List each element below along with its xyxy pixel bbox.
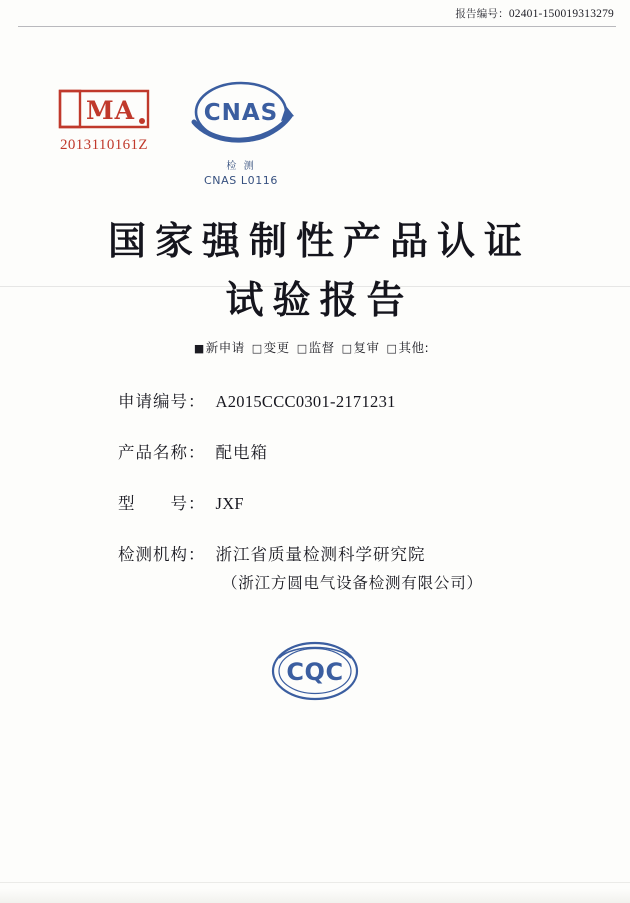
- title-line-2: 试验报告: [225, 276, 414, 322]
- option-label: 其他:: [398, 340, 430, 355]
- field-value: 配电箱: [215, 443, 268, 462]
- option-label: 复审: [353, 340, 380, 355]
- field-value: 浙江省质量检测科学研究院: [215, 545, 426, 564]
- option-label: 新申请: [205, 340, 245, 355]
- checkbox-change[interactable]: □: [251, 342, 263, 355]
- field-model: [118, 490, 570, 514]
- option-supervision[interactable]: [297, 338, 335, 356]
- application-type-options: [0, 338, 630, 356]
- title-line-1: 国家强制性产品认证: [107, 218, 531, 263]
- page-bottom-shadow: [0, 889, 630, 903]
- field-label: 检测机构：: [118, 545, 206, 564]
- cnas-subtitle: 检 测: [226, 161, 256, 172]
- checkbox-supervision[interactable]: □: [296, 342, 308, 355]
- field-value: JXF: [215, 494, 244, 513]
- option-change[interactable]: [252, 338, 290, 356]
- field-label: 申请编号：: [118, 392, 206, 411]
- svg-text:CNAS: CNAS: [203, 100, 279, 126]
- field-label: 型 号：: [118, 494, 206, 513]
- field-value: A2015CCC0301-2171231: [215, 392, 396, 411]
- report-number-label: 报告编号：: [455, 8, 509, 20]
- checkbox-other[interactable]: □: [386, 342, 398, 355]
- checkbox-review[interactable]: □: [341, 342, 353, 355]
- document-title: [0, 212, 630, 330]
- cqc-seal-block: [0, 636, 630, 711]
- option-label: 变更: [263, 340, 290, 355]
- cnas-registration-id: CNAS L0116: [203, 174, 279, 187]
- option-other[interactable]: [387, 338, 430, 356]
- cma-mark-icon: [56, 88, 152, 128]
- field-list: [118, 388, 570, 617]
- cnas-mark-block: [176, 76, 306, 187]
- report-number: [455, 6, 614, 21]
- cqc-seal-icon: [267, 658, 363, 710]
- field-value-secondary: （浙江方圆电气设备检测有限公司）: [222, 574, 483, 592]
- header-divider: [18, 26, 616, 27]
- cma-code: 2013110161Z: [59, 137, 148, 153]
- svg-text:CQC: CQC: [286, 658, 344, 686]
- field-product-name: [118, 439, 570, 463]
- option-review[interactable]: [342, 338, 380, 356]
- option-new-application[interactable]: [194, 338, 245, 356]
- field-application-number: [118, 388, 570, 412]
- field-label: 产品名称：: [118, 443, 206, 462]
- scan-crease-line: [0, 882, 630, 883]
- checkbox-new-application[interactable]: ■: [193, 342, 205, 355]
- cnas-logo-icon: [176, 76, 306, 159]
- report-number-value: 02401-150019313279: [508, 8, 614, 20]
- field-testing-organization: [118, 541, 570, 593]
- svg-text:MA: MA: [86, 96, 136, 125]
- option-label: 监督: [308, 340, 335, 355]
- cma-mark-block: [44, 88, 164, 154]
